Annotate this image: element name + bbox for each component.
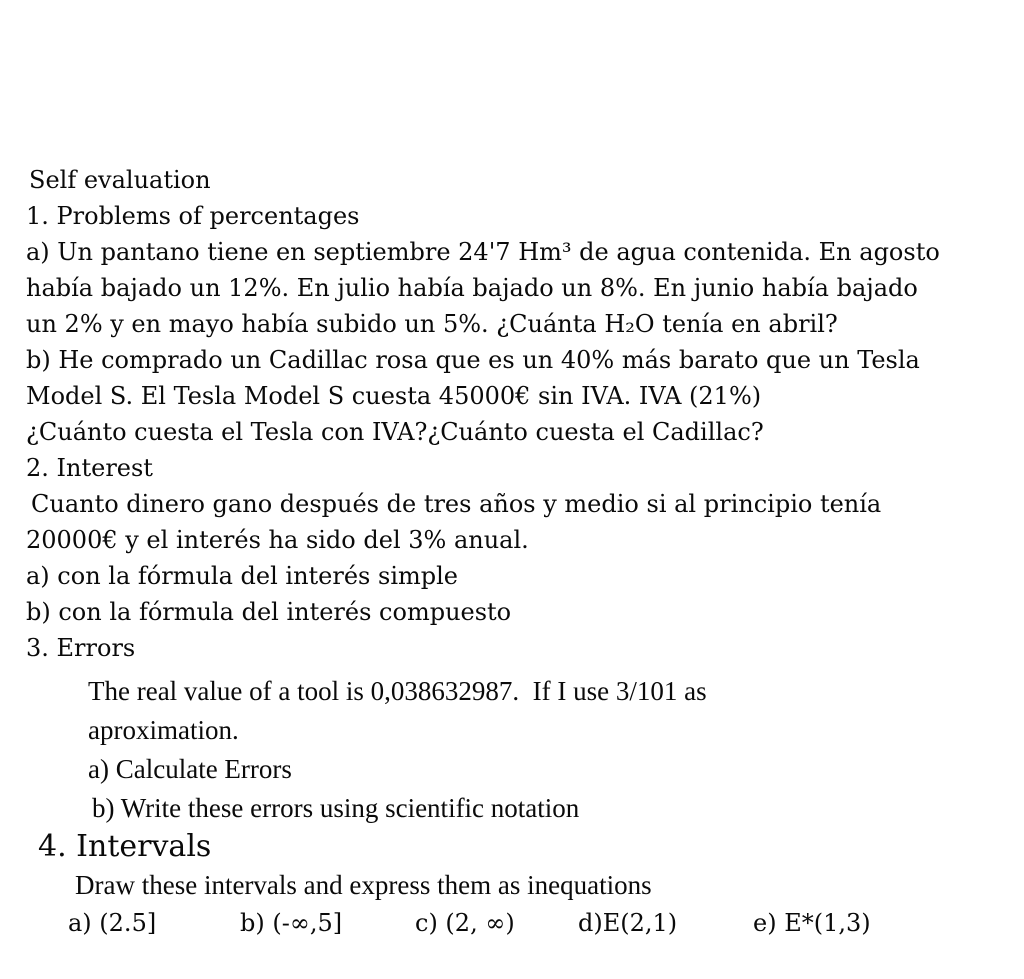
interval-item-c: c) (2, ∞) [415,909,515,937]
section4-heading: 4. Intervals [38,829,212,864]
problem-1b-line-3: ¿Cuánto cuesta el Tesla con IVA?¿Cuánto cuesta el Cadillac? [26,418,764,446]
problem-1a-line-3: un 2% y en mayo había subido un 5%. ¿Cuánta H₂O tenía en abril? [26,310,838,338]
section3-body-line-1: The real value of a tool is 0,038632987. If I use 3/101 as [88,676,707,706]
problem-1a-line-1: a) Un pantano tiene en septiembre 24'7 Hm³ de agua contenida. En agosto [26,238,940,266]
interval-item-e: e) E*(1,3) [753,909,871,937]
problem-1b-line-1: b) He comprado un Cadillac rosa que es un 40% más barato que un Tesla [26,346,920,374]
section1-heading: 1. Problems of percentages [26,202,360,230]
section3-item-a: a) Calculate Errors [88,754,292,784]
problem-1b-line-2: Model S. El Tesla Model S cuesta 45000€ sin IVA. IVA (21%) [26,382,762,410]
interval-item-b: b) (-∞,5] [240,909,343,937]
section2-intro-line-1: Cuanto dinero gano después de tres años y medio si al principio tenía [31,490,882,518]
interval-item-d: d)E(2,1) [578,909,678,937]
document-title: Self evaluation [29,166,211,194]
section2-item-b: b) con la fórmula del interés compuesto [26,598,512,626]
section2-intro-line-2: 20000€ y el interés ha sido del 3% anual. [26,526,529,554]
section3-item-b: b) Write these errors using scientific notation [92,793,580,823]
section4-instruction: Draw these intervals and express them as inequations [75,870,652,900]
interval-item-a: a) (2.5] [68,909,157,937]
worksheet-document [0,162,1024,942]
problem-1a-line-2: había bajado un 12%. En julio había bajado un 8%. En junio había bajado [26,274,918,302]
section2-item-a: a) con la fórmula del interés simple [26,562,458,590]
section2-heading: 2. Interest [26,454,153,482]
section3-body-line-2: aproximation. [88,715,239,745]
section3-heading: 3. Errors [26,634,136,662]
intervals-row [0,904,1024,942]
